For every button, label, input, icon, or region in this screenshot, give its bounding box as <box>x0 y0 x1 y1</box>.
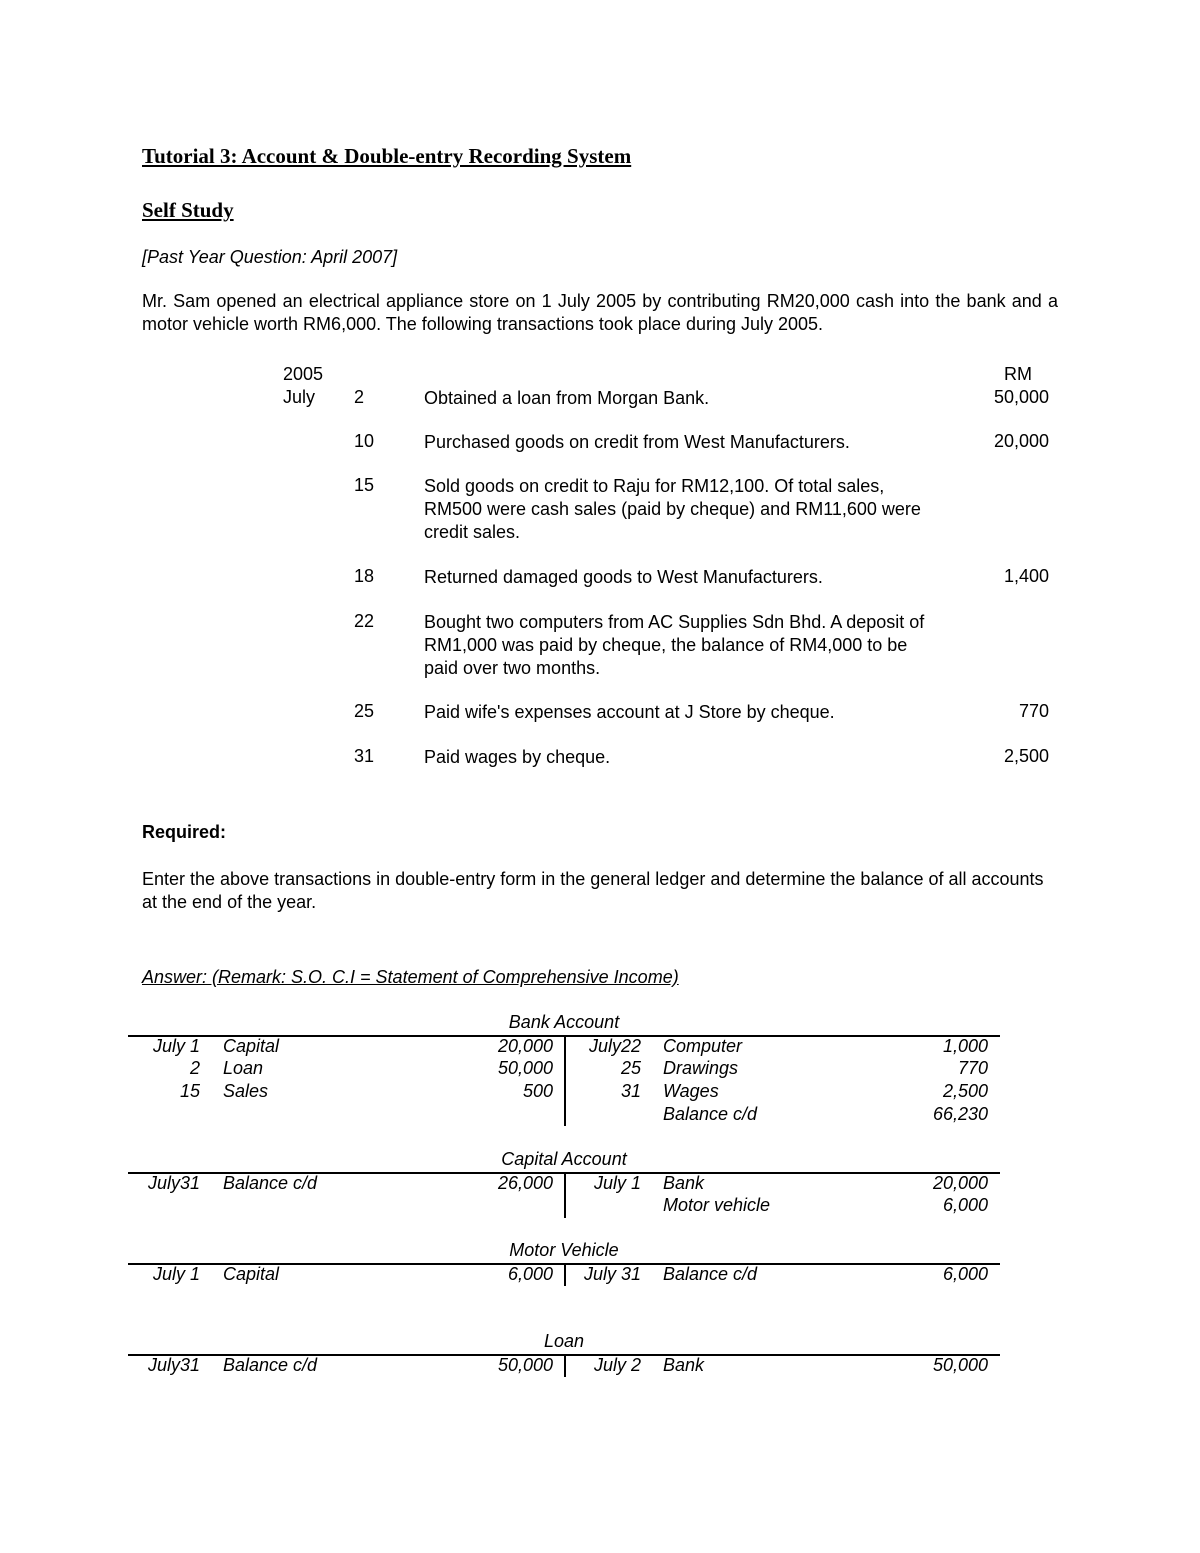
credit-date: July 31 <box>583 1264 641 1284</box>
ledger-motor-vehicle <box>128 1240 1000 1290</box>
tx-day: 2 <box>354 387 365 407</box>
tx-day: 31 <box>354 746 375 766</box>
ledger-row <box>128 1081 1000 1104</box>
credit-date: July22 <box>588 1036 641 1056</box>
ledger-bank-account <box>128 1012 1000 1127</box>
debit-amount: 50,000 <box>497 1355 553 1375</box>
debit-date: July31 <box>147 1173 200 1193</box>
credit-particular: Computer <box>663 1036 743 1056</box>
tx-month: July <box>283 387 316 407</box>
debit-amount: 500 <box>522 1081 553 1101</box>
credit-particular: Bank <box>663 1355 705 1375</box>
credit-particular: Motor vehicle <box>663 1195 771 1215</box>
tx-amount: 770 <box>1018 701 1049 721</box>
ledger-title: Motor Vehicle <box>509 1240 619 1260</box>
tx-day: 22 <box>354 611 375 631</box>
debit-date: 2 <box>189 1058 200 1078</box>
page-title: Tutorial 3: Account & Double-entry Recording System <box>142 144 632 168</box>
credit-date: July 1 <box>593 1173 641 1193</box>
debit-particular: Loan <box>223 1058 264 1078</box>
credit-amount: 66,230 <box>932 1104 988 1124</box>
answer-remark: Answer: (Remark: S.O. C.I = Statement of Comprehensive Income) <box>142 967 679 987</box>
debit-date: July31 <box>147 1355 200 1375</box>
required-text: Enter the above transactions in double-entry form in the general ledger and determine the balance of all accounts at the end of the year. <box>142 869 1044 912</box>
tx-amount: 2,500 <box>1003 746 1049 766</box>
credit-particular: Wages <box>663 1081 719 1101</box>
debit-particular: Balance c/d <box>223 1355 318 1375</box>
debit-amount: 26,000 <box>497 1173 553 1193</box>
tx-currency: RM <box>1004 364 1032 384</box>
credit-amount: 2,500 <box>942 1081 988 1101</box>
debit-date: July 1 <box>152 1264 200 1284</box>
tx-desc: Bought two computers from AC Supplies Sdn Bhd. A deposit of RM1,000 was paid by cheque, the balance of RM4,000 to be paid over two months. <box>424 612 925 678</box>
tx-desc: Paid wages by cheque. <box>424 747 611 767</box>
tx-desc: Sold goods on credit to Raju for RM12,100. Of total sales, RM500 were cash sales (paid by cheque) and RM11,600 were credit sales. <box>424 476 921 542</box>
tx-desc: Purchased goods on credit from West Manufacturers. <box>424 432 850 452</box>
tx-amount: 1,400 <box>1003 566 1049 586</box>
intro-paragraph: Mr. Sam opened an electrical appliance store on 1 July 2005 by contributing RM20,000 cash into the bank and a motor vehicle worth RM6,000. The following transactions took place during July 2005. <box>142 291 1058 334</box>
tx-year: 2005 <box>283 364 324 384</box>
credit-date: July 2 <box>593 1355 641 1375</box>
credit-amount: 770 <box>957 1058 988 1078</box>
credit-amount: 6,000 <box>942 1264 988 1284</box>
ledger-row <box>128 1036 1000 1059</box>
debit-particular: Capital <box>223 1264 280 1284</box>
ledger-loan <box>128 1331 1000 1381</box>
credit-amount: 6,000 <box>942 1195 988 1215</box>
ledger-title: Capital Account <box>501 1149 627 1169</box>
ledger-title: Bank Account <box>508 1012 620 1032</box>
tx-amount: 50,000 <box>993 387 1049 407</box>
ledger-row <box>128 1173 1000 1196</box>
ledger-capital-account <box>128 1149 1000 1219</box>
ledger-row <box>128 1195 1000 1218</box>
section-heading: Self Study <box>142 198 234 222</box>
credit-particular: Balance c/d <box>663 1104 758 1124</box>
ledger-row <box>128 1058 1000 1081</box>
tx-day: 10 <box>354 431 375 451</box>
question-source-note: [Past Year Question: April 2007] <box>142 247 398 267</box>
debit-amount: 6,000 <box>507 1264 553 1284</box>
ledger-row <box>128 1264 1000 1287</box>
tx-day: 25 <box>354 701 375 721</box>
ledger-row <box>128 1104 1000 1127</box>
tx-day: 18 <box>354 566 375 586</box>
credit-particular: Balance c/d <box>663 1264 758 1284</box>
tx-desc: Paid wife's expenses account at J Store by cheque. <box>424 702 835 722</box>
tx-desc: Obtained a loan from Morgan Bank. <box>424 388 710 408</box>
tx-desc: Returned damaged goods to West Manufacturers. <box>424 567 823 587</box>
credit-amount: 20,000 <box>932 1173 988 1193</box>
debit-particular: Sales <box>223 1081 269 1101</box>
debit-date: July 1 <box>152 1036 200 1056</box>
credit-amount: 1,000 <box>942 1036 988 1056</box>
credit-date: 25 <box>620 1058 641 1078</box>
credit-amount: 50,000 <box>932 1355 988 1375</box>
debit-date: 15 <box>179 1081 200 1101</box>
debit-amount: 50,000 <box>497 1058 553 1078</box>
credit-particular: Drawings <box>663 1058 739 1078</box>
debit-particular: Capital <box>223 1036 280 1056</box>
tx-amount: 20,000 <box>993 431 1049 451</box>
required-label: Required: <box>142 822 227 842</box>
credit-date: 31 <box>620 1081 641 1101</box>
debit-amount: 20,000 <box>497 1036 553 1056</box>
debit-particular: Balance c/d <box>223 1173 318 1193</box>
credit-particular: Bank <box>663 1173 705 1193</box>
ledger-title: Loan <box>543 1331 585 1351</box>
ledger-row <box>128 1355 1000 1378</box>
tx-day: 15 <box>354 475 375 495</box>
